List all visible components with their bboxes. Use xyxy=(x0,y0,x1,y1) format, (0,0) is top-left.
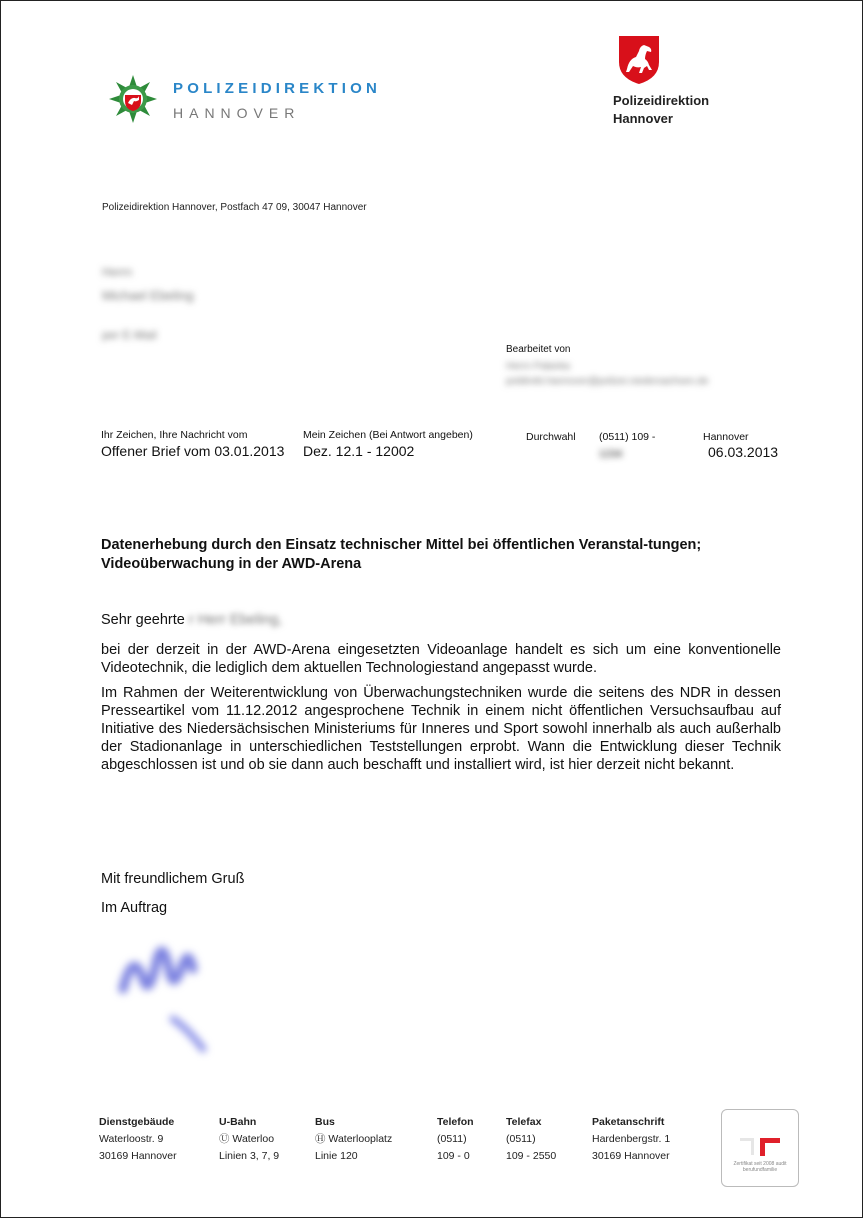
footer-line: Ⓗ Waterlooplatz xyxy=(315,1133,393,1145)
handler-name: Herrn Palanka xyxy=(506,361,570,372)
recipient-line1: Herrn xyxy=(102,265,133,279)
footer-line: Linien 3, 7, 9 xyxy=(219,1150,280,1162)
org-name-right-line2: Hannover xyxy=(613,111,673,126)
handler-label: Bearbeitet von xyxy=(506,344,571,355)
durchwahl-value: (0511) 109 - xyxy=(599,431,656,443)
durchwahl-label: Durchwahl xyxy=(526,431,576,443)
footer-line: 30169 Hannover xyxy=(592,1150,670,1162)
footer-line: 109 - 2550 xyxy=(506,1150,557,1162)
footer-line: (0511) xyxy=(506,1133,536,1145)
durchwahl-extension: 1234 xyxy=(599,448,623,460)
org-name: POLIZEIDIREKTION xyxy=(173,80,382,97)
footer-heading: Paketanschrift xyxy=(592,1116,665,1128)
footer-telefon xyxy=(437,1114,474,1165)
footer-paketanschrift xyxy=(592,1114,670,1165)
footer-line: Linie 120 xyxy=(315,1150,358,1162)
recipient-delivery: per E-Mail xyxy=(102,328,157,342)
footer-line: 109 - 0 xyxy=(437,1150,470,1162)
certificate-text: Zertifikat seit 2008 audit berufundfamilie xyxy=(733,1161,787,1173)
paragraph: Im Rahmen der Weiterentwicklung von Überwachungstechniken wurde die seitens des NDR in dessen Presseartikel vom 11.12.2012 angesprochene Technik in einem nicht öffentlichen Versuchsaufbau auf Initiative des Niedersächsischen Ministeriums für Inneres und Sport sowohl innerhalb als auch außerhalb der Stadionanlage in unterschiedlichen Teststellungen erprobt. Wann die Entwicklung dieser Technik abgeschlossen ist und ob sie dann auch beschafft und installiert wird, ist hier derzeit nicht bekannt. xyxy=(101,685,781,773)
footer-ubahn xyxy=(219,1114,279,1165)
footer-heading: Telefax xyxy=(506,1116,542,1128)
signature-image xyxy=(113,919,243,1059)
footer-telefax xyxy=(506,1114,556,1165)
footer-heading: Bus xyxy=(315,1116,335,1128)
closing xyxy=(101,865,244,923)
ihr-zeichen-label: Ihr Zeichen, Ihre Nachricht vom xyxy=(101,429,248,441)
closing-auftrag: Im Auftrag xyxy=(101,900,168,916)
sender-address: Polizeidirektion Hannover, Postfach 47 09, 30047 Hannover xyxy=(102,202,367,213)
letter-subject: Datenerhebung durch den Einsatz technischer Mittel bei öffentlichen Veranstal-tungen; Videoüberwachung in der AWD-Arena xyxy=(101,537,702,572)
org-name-right xyxy=(613,92,709,128)
place-label: Hannover xyxy=(703,431,749,443)
recipient-name: Michael Ebeling xyxy=(102,288,194,303)
letter-date: 06.03.2013 xyxy=(708,444,779,460)
footer-bus xyxy=(315,1114,392,1165)
mein-zeichen-label: Mein Zeichen (Bei Antwort angeben) xyxy=(303,429,473,441)
mein-zeichen-value: Dez. 12.1 - 12002 xyxy=(303,443,415,459)
org-city: HANNOVER xyxy=(173,105,301,121)
footer-dienstgebaeude xyxy=(99,1114,177,1165)
footer-line: Hardenbergstr. 1 xyxy=(592,1133,671,1145)
footer-line: 30169 Hannover xyxy=(99,1150,177,1162)
footer-heading: Dienstgebäude xyxy=(99,1116,175,1128)
salutation xyxy=(101,612,282,628)
footer-heading: Telefon xyxy=(437,1116,474,1128)
ihr-zeichen-value: Offener Brief vom 03.01.2013 xyxy=(101,443,285,459)
salutation-name: r Herr Ebeling, xyxy=(188,612,283,628)
paragraph: bei der derzeit in der AWD-Arena eingesetzten Videoanlage handelt es sich um eine konventionelle Videotechnik, die lediglich dem aktuellen Technologiestand angepasst wurde. xyxy=(101,642,781,676)
org-name-right-line1: Polizeidirektion xyxy=(613,93,710,108)
audit-logo-icon xyxy=(738,1136,782,1158)
footer-line: Waterloostr. 9 xyxy=(99,1133,164,1145)
footer-line: Ⓤ Waterloo xyxy=(219,1133,275,1145)
audit-certificate-badge xyxy=(721,1109,799,1187)
footer-heading: U-Bahn xyxy=(219,1116,257,1128)
salutation-text: Sehr geehrte xyxy=(101,612,185,628)
closing-greeting: Mit freundlichem Gruß xyxy=(101,871,245,887)
police-star-icon xyxy=(107,73,159,125)
handler-email: poldirekt.hannover@polizei.niedersachsen.de xyxy=(506,376,709,387)
letter-body xyxy=(101,641,781,781)
footer-line: (0511) xyxy=(437,1133,467,1145)
lower-saxony-horse-crest-icon xyxy=(618,35,660,85)
